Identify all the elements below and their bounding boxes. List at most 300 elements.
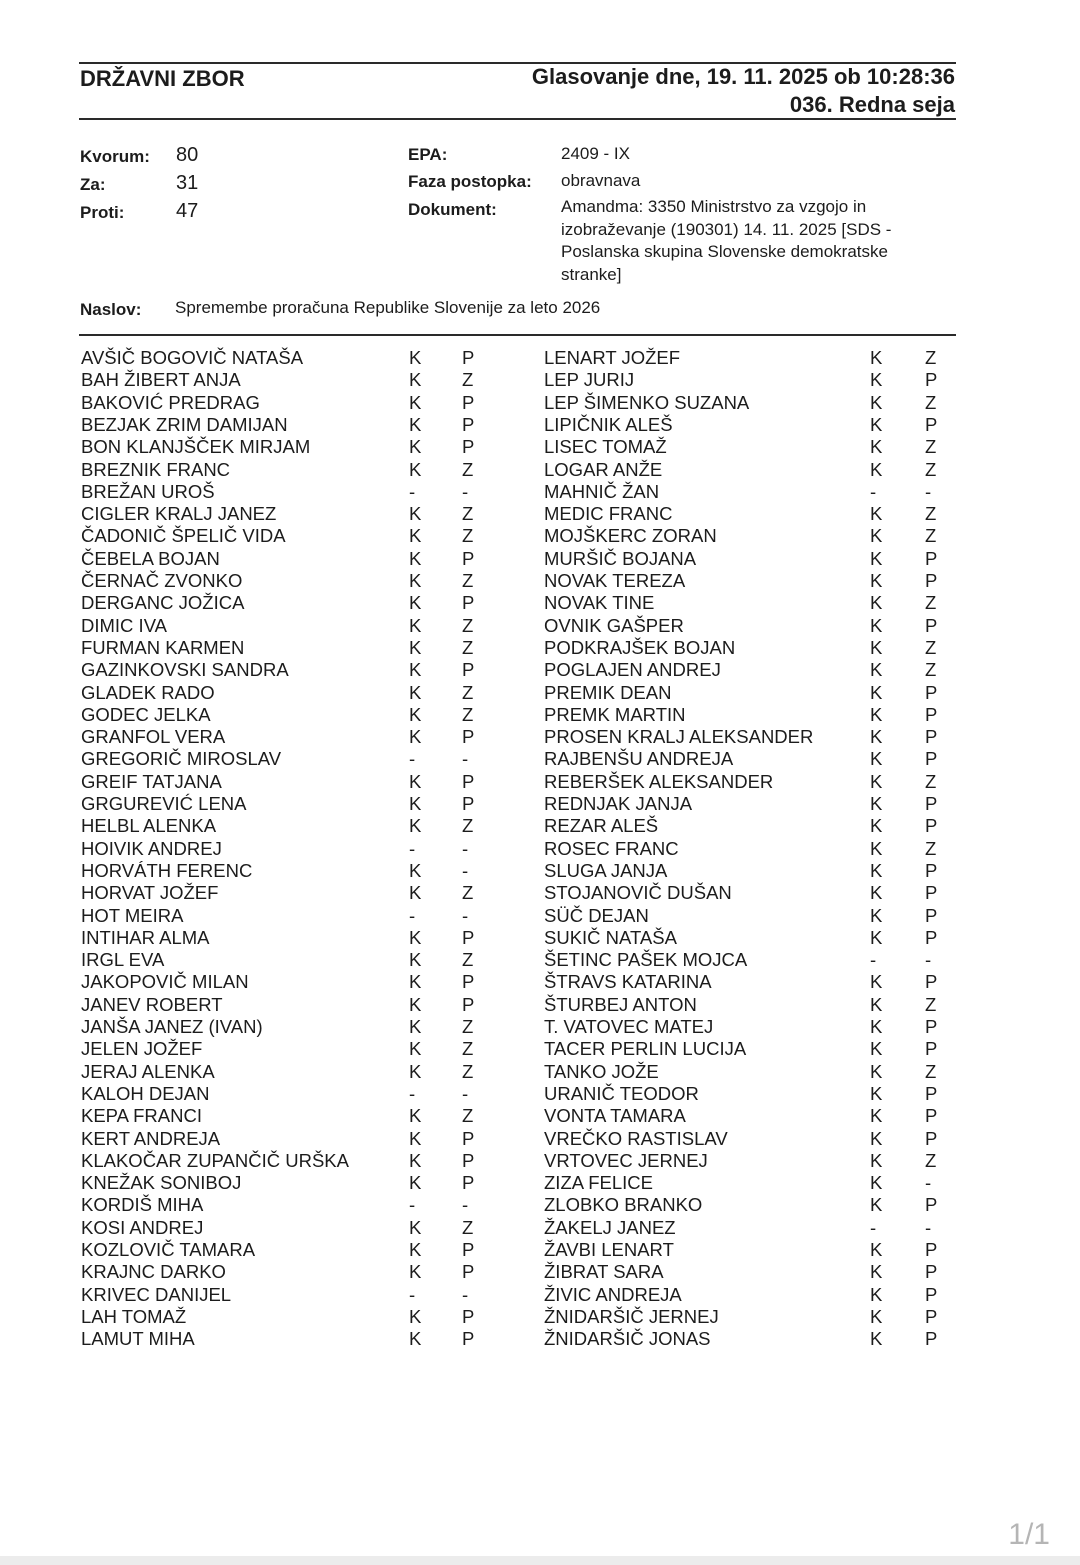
vote-mark: P: [462, 1149, 475, 1171]
member-name: GREIF TATJANA: [81, 770, 222, 792]
presence-mark: K: [409, 793, 422, 814]
vote-mark: Z: [925, 503, 937, 525]
vote-row: [544, 704, 1004, 726]
vote-row: [81, 570, 541, 592]
member-name: PODKRAJŠEK BOJAN: [544, 636, 736, 658]
for-label: Za:: [80, 175, 106, 194]
vote-mark: Z: [462, 882, 474, 904]
vote-row: [81, 793, 541, 815]
presence-mark: K: [870, 614, 883, 636]
phase-label: Faza postopka:: [408, 172, 532, 191]
vote-row: [544, 1194, 1004, 1216]
member-name: MURŠIČ BOJANA: [544, 547, 697, 569]
presence-mark: -: [409, 1082, 416, 1104]
vote-row: [81, 1261, 541, 1283]
vote-mark: Z: [462, 815, 474, 837]
member-name: GRGUREVIĆ LENA: [81, 793, 247, 814]
presence-mark: K: [409, 1127, 422, 1149]
vote-mark: Z: [462, 949, 474, 971]
vote-row: [81, 1061, 541, 1083]
member-name: KRAJNC DARKO: [81, 1261, 226, 1283]
title-value: Spremembe proračuna Republike Slovenije za leto 2026: [175, 298, 601, 317]
presence-mark: K: [409, 570, 422, 591]
presence-mark: K: [870, 1305, 883, 1327]
vote-row: [544, 771, 1004, 793]
vote-row: [544, 994, 1004, 1016]
vote-row: [544, 369, 1004, 391]
vote-row: [81, 525, 541, 547]
vote-mark: Z: [462, 570, 474, 591]
vote-mark: P: [462, 1172, 475, 1194]
vote-row: [544, 793, 1004, 815]
vote-mark: Z: [462, 1060, 474, 1082]
presence-mark: K: [870, 1060, 883, 1082]
presence-mark: K: [870, 726, 883, 748]
vote-row: [544, 815, 1004, 837]
presence-mark: -: [870, 1216, 877, 1238]
document-value: Amandma: 3350 Ministrstvo za vzgojo in izobraževanje (190301) 14. 11. 2025 [SDS - Poslanska skupina Slovenske demokratske stranke]: [561, 197, 892, 284]
presence-mark: K: [409, 1239, 422, 1260]
member-name: REDNJAK JANJA: [544, 793, 693, 814]
vote-row: [544, 860, 1004, 882]
vote-mark: Z: [925, 659, 937, 681]
presence-mark: K: [409, 1149, 422, 1171]
presence-mark: K: [870, 904, 883, 926]
vote-row: [81, 905, 541, 927]
vote-row: [544, 1105, 1004, 1127]
member-name: MOJŠKERC ZORAN: [544, 525, 717, 547]
presence-mark: K: [409, 726, 422, 748]
member-name: LIPIČNIK ALEŠ: [544, 413, 673, 435]
presence-mark: K: [409, 413, 422, 435]
member-name: ŠETINC PAŠEK MOJCA: [544, 949, 748, 971]
against-value: 47: [176, 200, 199, 222]
member-name: BREŽAN UROŠ: [81, 480, 215, 502]
vote-mark: P: [925, 793, 938, 814]
vote-mark: P: [925, 547, 938, 569]
presence-mark: K: [409, 436, 422, 458]
bottom-bar: [0, 1556, 1080, 1565]
member-name: ŽAKELJ JANEZ: [544, 1216, 676, 1238]
member-name: GAZINKOVSKI SANDRA: [81, 659, 289, 681]
presence-mark: K: [870, 1082, 883, 1104]
presence-mark: -: [409, 748, 416, 770]
vote-row: [81, 1172, 541, 1194]
presence-mark: K: [409, 347, 422, 368]
vote-row: [81, 1150, 541, 1172]
vote-mark: P: [462, 1305, 475, 1327]
epa-value: 2409 - IX: [561, 144, 630, 163]
vote-mark: -: [925, 1216, 932, 1238]
vote-mark: P: [925, 859, 938, 881]
presence-mark: K: [870, 1239, 883, 1260]
presence-mark: -: [409, 1194, 416, 1216]
member-name: ŽNIDARŠIČ JONAS: [544, 1328, 711, 1350]
presence-mark: K: [870, 793, 883, 814]
vote-row: [544, 392, 1004, 414]
presence-mark: K: [870, 882, 883, 904]
member-name: HOIVIK ANDREJ: [81, 837, 222, 859]
presence-mark: K: [870, 1038, 883, 1060]
vote-row: [81, 1016, 541, 1038]
vote-mark: Z: [925, 837, 937, 859]
for-value: 31: [176, 172, 199, 194]
quorum-label: Kvorum:: [80, 147, 150, 166]
presence-mark: K: [409, 949, 422, 971]
member-name: PROSEN KRALJ ALEKSANDER: [544, 726, 814, 748]
vote-mark: P: [462, 770, 475, 792]
member-name: VONTA TAMARA: [544, 1105, 686, 1127]
header-rule: [79, 118, 956, 120]
vote-mark: P: [462, 1261, 475, 1283]
member-name: REBERŠEK ALEKSANDER: [544, 770, 774, 792]
vote-mark: P: [925, 1328, 938, 1350]
vote-row: [81, 927, 541, 949]
presence-mark: K: [409, 815, 422, 837]
vote-row: [544, 1239, 1004, 1261]
presence-mark: K: [870, 837, 883, 859]
vote-row: [81, 459, 541, 481]
presence-mark: K: [409, 1216, 422, 1238]
presence-mark: K: [409, 703, 422, 725]
vote-row: [81, 1105, 541, 1127]
member-name: KEPA FRANCI: [81, 1105, 202, 1127]
presence-mark: K: [409, 926, 422, 948]
vote-row: [81, 815, 541, 837]
member-name: HELBL ALENKA: [81, 815, 217, 837]
vote-mark: P: [462, 993, 475, 1015]
vote-row: [81, 1284, 541, 1306]
presence-mark: K: [409, 859, 422, 881]
presence-mark: K: [870, 570, 883, 591]
member-name: LISEC TOMAŽ: [544, 436, 667, 458]
member-name: LAMUT MIHA: [81, 1328, 195, 1350]
vote-mark: P: [925, 726, 938, 748]
member-name: LAH TOMAŽ: [81, 1305, 187, 1327]
vote-row: [544, 1217, 1004, 1239]
vote-row: [544, 570, 1004, 592]
member-name: ZIZA FELICE: [544, 1172, 653, 1194]
member-name: KALOH DEJAN: [81, 1082, 210, 1104]
vote-row: [81, 592, 541, 614]
member-name: DIMIC IVA: [81, 614, 167, 636]
vote-mark: Z: [462, 1016, 474, 1037]
vote-row: [81, 1239, 541, 1261]
presence-mark: K: [870, 681, 883, 703]
member-name: ŠTRAVS KATARINA: [544, 971, 712, 993]
member-name: LOGAR ANŽE: [544, 458, 663, 480]
vote-mark: P: [462, 413, 475, 435]
vote-mark: -: [462, 837, 469, 859]
vote-mark: P: [925, 1239, 938, 1260]
member-name: NOVAK TINE: [544, 592, 655, 614]
member-name: DERGANC JOŽICA: [81, 592, 245, 614]
vote-row: [544, 637, 1004, 659]
page-indicator: 1/1: [1008, 1518, 1050, 1551]
member-name: KRIVEC DANIJEL: [81, 1283, 232, 1305]
presence-mark: K: [870, 436, 883, 458]
member-name: KOSI ANDREJ: [81, 1216, 204, 1238]
presence-mark: K: [409, 1172, 422, 1194]
member-name: POGLAJEN ANDREJ: [544, 659, 721, 681]
presence-mark: K: [870, 748, 883, 770]
vote-row: [544, 1083, 1004, 1105]
member-name: PREMK MARTIN: [544, 703, 686, 725]
presence-mark: K: [409, 659, 422, 681]
presence-mark: K: [870, 1194, 883, 1216]
presence-mark: K: [870, 503, 883, 525]
vote-mark: P: [462, 1328, 475, 1350]
presence-mark: K: [409, 369, 422, 391]
member-name: REZAR ALEŠ: [544, 815, 659, 837]
presence-mark: K: [870, 659, 883, 681]
vote-row: [81, 1328, 541, 1350]
vote-mark: P: [925, 369, 938, 391]
presence-mark: K: [409, 1305, 422, 1327]
vote-row: [81, 1038, 541, 1060]
presence-mark: K: [409, 592, 422, 614]
member-name: CIGLER KRALJ JANEZ: [81, 503, 277, 525]
member-name: GODEC JELKA: [81, 703, 211, 725]
vote-row: [81, 347, 541, 369]
member-name: HORVÁTH FERENC: [81, 859, 253, 881]
vote-mark: P: [925, 570, 938, 591]
vote-mark: Z: [925, 993, 937, 1015]
presence-mark: K: [409, 458, 422, 480]
title-label: Naslov:: [80, 300, 142, 319]
presence-mark: -: [409, 1283, 416, 1305]
vote-row: [544, 548, 1004, 570]
phase-value: obravnava: [561, 171, 641, 190]
vote-row: [544, 726, 1004, 748]
vote-row: [544, 1128, 1004, 1150]
vote-row: [544, 1306, 1004, 1328]
member-name: ZLOBKO BRANKO: [544, 1194, 703, 1216]
presence-mark: K: [409, 614, 422, 636]
vote-mark: P: [925, 1105, 938, 1127]
member-name: VREČKO RASTISLAV: [544, 1127, 728, 1149]
quorum-value: 80: [176, 144, 199, 166]
vote-mark: P: [925, 1194, 938, 1216]
presence-mark: K: [870, 1016, 883, 1037]
vote-row: [81, 771, 541, 793]
vote-mark: -: [925, 1172, 932, 1194]
vote-mark: -: [462, 1194, 469, 1216]
member-name: KERT ANDREJA: [81, 1127, 221, 1149]
vote-row: [544, 525, 1004, 547]
member-name: LENART JOŽEF: [544, 347, 681, 368]
vote-mark: Z: [462, 1038, 474, 1060]
vote-row: [81, 748, 541, 770]
vote-datetime: Glasovanje dne, 19. 11. 2025 ob 10:28:36: [531, 64, 955, 89]
member-name: KOZLOVIČ TAMARA: [81, 1239, 256, 1260]
vote-row: [544, 592, 1004, 614]
presence-mark: K: [870, 547, 883, 569]
vote-mark: P: [925, 926, 938, 948]
vote-mark: P: [925, 1082, 938, 1104]
vote-row: [544, 414, 1004, 436]
member-name: TACER PERLIN LUCIJA: [544, 1038, 747, 1060]
vote-row: [81, 659, 541, 681]
vote-row: [81, 615, 541, 637]
member-name: IRGL EVA: [81, 949, 165, 971]
presence-mark: K: [409, 1105, 422, 1127]
member-name: SUKIČ NATAŠA: [544, 926, 677, 948]
presence-mark: K: [870, 458, 883, 480]
vote-mark: P: [462, 1239, 475, 1260]
member-name: JELEN JOŽEF: [81, 1038, 203, 1060]
vote-row: [544, 971, 1004, 993]
vote-row: [81, 838, 541, 860]
vote-row: [81, 1306, 541, 1328]
member-name: ŠTURBEJ ANTON: [544, 993, 697, 1015]
member-name: ČERNAČ ZVONKO: [81, 570, 243, 591]
presence-mark: K: [409, 882, 422, 904]
member-name: ŽIBRAT SARA: [544, 1261, 664, 1283]
presence-mark: K: [870, 926, 883, 948]
vote-row: [544, 882, 1004, 904]
member-name: PREMIK DEAN: [544, 681, 672, 703]
vote-row: [544, 1150, 1004, 1172]
presence-mark: K: [409, 971, 422, 993]
vote-row: [81, 369, 541, 391]
vote-mark: Z: [925, 770, 937, 792]
member-name: SLUGA JANJA: [544, 859, 668, 881]
vote-mark: Z: [925, 636, 937, 658]
vote-row: [544, 347, 1004, 369]
vote-row: [81, 994, 541, 1016]
vote-mark: P: [925, 1283, 938, 1305]
presence-mark: -: [409, 904, 416, 926]
presence-mark: K: [409, 503, 422, 525]
presence-mark: K: [409, 547, 422, 569]
vote-mark: Z: [462, 614, 474, 636]
member-name: KLAKOČAR ZUPANČIČ URŠKA: [81, 1149, 349, 1171]
member-name: HORVAT JOŽEF: [81, 882, 219, 904]
presence-mark: K: [409, 525, 422, 547]
vote-mark: Z: [462, 636, 474, 658]
vote-row: [81, 882, 541, 904]
member-name: T. VATOVEC MATEJ: [544, 1016, 714, 1037]
member-name: GRANFOL VERA: [81, 726, 226, 748]
presence-mark: K: [409, 1038, 422, 1060]
vote-row: [544, 949, 1004, 971]
presence-mark: K: [409, 770, 422, 792]
presence-mark: K: [870, 1105, 883, 1127]
vote-row: [544, 748, 1004, 770]
document-label: Dokument:: [408, 200, 497, 219]
member-name: STOJANOVIČ DUŠAN: [544, 882, 732, 904]
vote-row: [544, 503, 1004, 525]
vote-row: [81, 949, 541, 971]
vote-row: [81, 481, 541, 503]
member-name: RAJBENŠU ANDREJA: [544, 748, 734, 770]
vote-mark: P: [925, 1261, 938, 1283]
presence-mark: K: [409, 1261, 422, 1283]
presence-mark: K: [870, 1172, 883, 1194]
presence-mark: K: [870, 770, 883, 792]
member-name: LEP ŠIMENKO SUZANA: [544, 391, 750, 413]
vote-row: [544, 659, 1004, 681]
vote-row: [81, 860, 541, 882]
vote-mark: P: [925, 882, 938, 904]
vote-row: [81, 704, 541, 726]
vote-row: [81, 1194, 541, 1216]
vote-mark: Z: [925, 347, 937, 368]
member-name: JANEV ROBERT: [81, 993, 223, 1015]
vote-row: [544, 1172, 1004, 1194]
assembly-title: DRŽAVNI ZBOR: [80, 66, 245, 91]
presence-mark: K: [409, 636, 422, 658]
vote-row: [81, 392, 541, 414]
presence-mark: K: [409, 993, 422, 1015]
vote-row: [544, 481, 1004, 503]
member-name: LEP JURIJ: [544, 369, 635, 391]
vote-row: [81, 1083, 541, 1105]
member-name: FURMAN KARMEN: [81, 636, 245, 658]
presence-mark: K: [870, 1127, 883, 1149]
against-label: Proti:: [80, 203, 125, 222]
vote-row: [81, 414, 541, 436]
presence-mark: K: [870, 413, 883, 435]
vote-mark: P: [925, 413, 938, 435]
vote-row: [544, 905, 1004, 927]
vote-mark: Z: [462, 1216, 474, 1238]
presence-mark: K: [870, 815, 883, 837]
member-name: JAKOPOVIČ MILAN: [81, 971, 249, 993]
presence-mark: K: [870, 525, 883, 547]
member-name: MEDIC FRANC: [544, 503, 673, 525]
vote-mark: P: [925, 748, 938, 770]
member-name: BAH ŽIBERT ANJA: [81, 369, 241, 391]
member-name: ŽIVIC ANDREJA: [544, 1283, 682, 1305]
vote-row: [81, 436, 541, 458]
vote-mark: Z: [925, 1149, 937, 1171]
vote-row: [544, 436, 1004, 458]
vote-mark: -: [462, 904, 469, 926]
vote-mark: -: [462, 1082, 469, 1104]
presence-mark: K: [870, 592, 883, 614]
vote-mark: P: [925, 904, 938, 926]
presence-mark: K: [870, 347, 883, 368]
vote-mark: P: [925, 703, 938, 725]
vote-row: [81, 726, 541, 748]
vote-mark: P: [462, 793, 475, 814]
vote-mark: P: [925, 1305, 938, 1327]
presence-mark: K: [409, 681, 422, 703]
presence-mark: K: [870, 1149, 883, 1171]
member-name: ČADONIČ ŠPELIČ VIDA: [81, 525, 286, 547]
member-name: INTIHAR ALMA: [81, 926, 210, 948]
vote-mark: P: [462, 592, 475, 614]
vote-row: [81, 1128, 541, 1150]
vote-mark: Z: [925, 458, 937, 480]
vote-mark: P: [462, 347, 475, 368]
member-name: BREZNIK FRANC: [81, 458, 231, 480]
vote-row: [544, 615, 1004, 637]
vote-mark: P: [462, 547, 475, 569]
vote-row: [544, 1261, 1004, 1283]
vote-row: [81, 682, 541, 704]
presence-mark: K: [870, 391, 883, 413]
vote-mark: Z: [925, 525, 937, 547]
vote-mark: P: [925, 971, 938, 993]
member-name: GLADEK RADO: [81, 681, 215, 703]
session-name: 036. Redna seja: [789, 92, 955, 117]
vote-mark: Z: [925, 1060, 937, 1082]
vote-row: [544, 927, 1004, 949]
presence-mark: K: [870, 859, 883, 881]
